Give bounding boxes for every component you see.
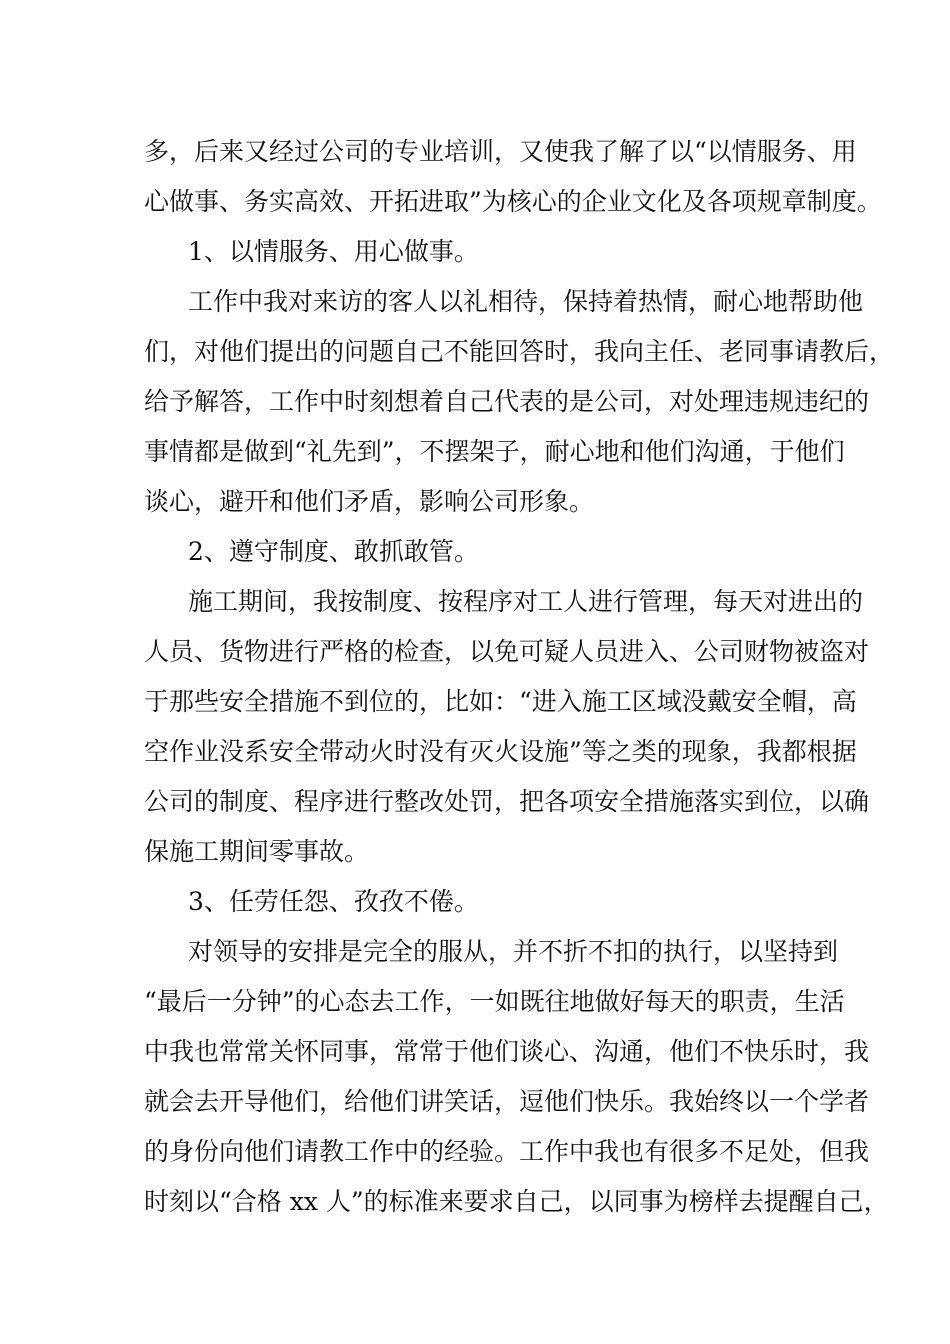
text-line: 多，后来又经过公司的专业培训，又使我了解了以“以情服务、用 (144, 137, 857, 166)
text-line: 给予解答，工作中时刻想着自己代表的是公司，对处理违规违纪的 (144, 387, 870, 416)
text-line: 时刻以“合格 xx 人”的标准来要求自己，以同事为榜样去提醒自己， (144, 1187, 889, 1216)
text-line: 事情都是做到“礼先到”，不摆架子，耐心地和他们沟通，于他们 (144, 437, 845, 466)
text-line: 空作业没系安全带动火时没有灭火设施”等之类的现象，我都根据 (144, 737, 857, 766)
text-line: 对领导的安排是完全的服从，并不折不扣的执行，以坚持到 (188, 937, 839, 966)
section-heading: 2、遵守制度、敢抓敢管。 (188, 537, 479, 566)
text-line: 就会去开导他们，给他们讲笑话，逗他们快乐。我始终以一个学者 (144, 1087, 870, 1116)
text-line: “最后一分钟”的心态去工作，一如既往地做好每天的职责，生活 (144, 987, 845, 1016)
text-line: 于那些安全措施不到位的，比如：“进入施工区域没戴安全帽，高 (144, 687, 857, 716)
text-line: 工作中我对来访的客人以礼相待，保持着热情，耐心地帮助他 (188, 287, 864, 316)
text-line: 施工期间，我按制度、按程序对工人进行管理，每天对进出的 (188, 587, 864, 616)
text-line: 的身份向他们请教工作中的经验。工作中我也有很多不足处，但我 (144, 1137, 870, 1166)
text-line: 们，对他们提出的问题自己不能回答时，我向主任、老同事请教后， (144, 337, 895, 366)
text-line: 保施工期间零事故。 (144, 837, 370, 866)
text-line: 人员、货物进行严格的检查，以免可疑人员进入、公司财物被盗对 (144, 637, 870, 666)
section-heading: 3、任劳任怨、孜孜不倦。 (188, 887, 479, 916)
text-line: 中我也常常关怀同事，常常于他们谈心、沟通，他们不快乐时，我 (144, 1037, 870, 1066)
text-line: 谈心，避开和他们矛盾，影响公司形象。 (144, 487, 595, 516)
text-line: 心做事、务实高效、开拓进取”为核心的企业文化及各项规章制度。 (144, 187, 882, 216)
text-line: 公司的制度、程序进行整改处罚，把各项安全措施落实到位，以确 (144, 787, 870, 816)
section-heading: 1、以情服务、用心做事。 (188, 237, 479, 266)
